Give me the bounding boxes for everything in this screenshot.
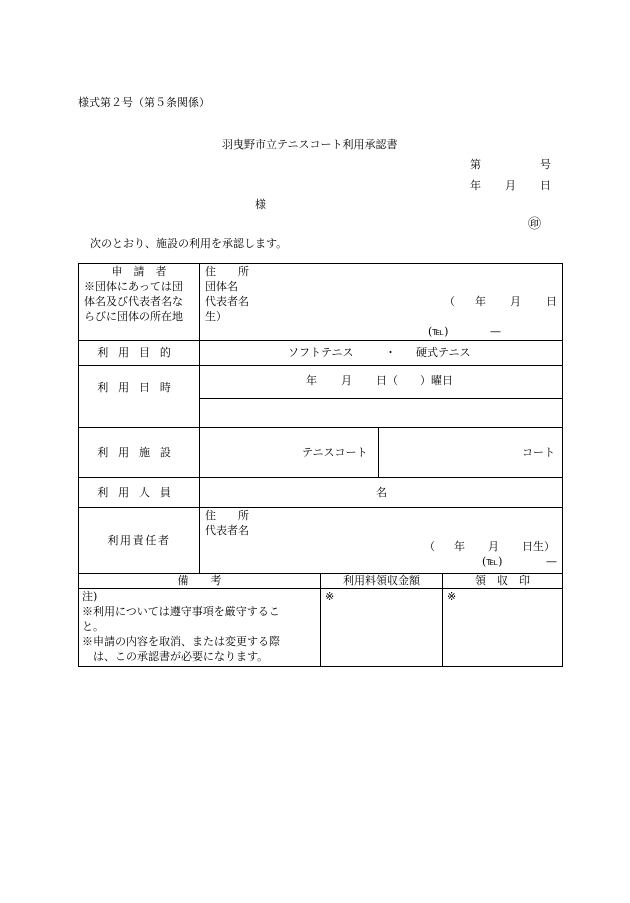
remarks-header: 備 考	[177, 574, 222, 587]
datetime-year: 年	[306, 374, 317, 387]
responsible-birth-year: 年	[454, 540, 465, 553]
form-number: 様式第２号（第５条関係）	[78, 96, 210, 109]
purpose-separator: ・	[385, 346, 396, 359]
applicant-birth-day: 日	[546, 295, 557, 308]
datetime-weekday: ）曜日	[420, 374, 453, 387]
note-line-5: は、この承認書が必要になります。	[82, 650, 269, 663]
note-line-4: ※申請の内容を取消、または変更する際	[82, 635, 280, 648]
document-title: 羽曳野市立テニスコート利用承認書	[222, 138, 398, 151]
doc-no-suffix: 号	[540, 158, 551, 171]
facility-court: コート	[522, 446, 555, 459]
responsible-label: 利用責任者	[107, 534, 171, 547]
fee-header: 利用料領収金額	[343, 574, 420, 587]
seal-mark: ㊞	[528, 217, 542, 232]
date-month: 月	[505, 179, 516, 192]
intro-text: 次のとおり、施設の利用を承認します。	[90, 237, 288, 250]
date-day: 日	[540, 179, 551, 192]
people-label: 利用人員	[97, 486, 181, 499]
facility-label: 利用施設	[97, 446, 181, 459]
purpose-option-soft: ソフトテニス	[288, 346, 354, 359]
applicant-tel-dash: —	[490, 325, 501, 338]
fee-mark: ※	[325, 590, 335, 603]
purpose-option-hard: 硬式テニス	[416, 346, 471, 359]
applicant-birth-year: 年	[475, 295, 486, 308]
receipt-header: 領 収 印	[475, 574, 530, 587]
applicant-birth-close: 生）	[205, 310, 227, 323]
addressee-suffix: 様	[255, 198, 266, 211]
responsible-birth-open: （	[424, 540, 435, 553]
responsible-birth-day: 日生）	[522, 540, 555, 553]
facility-tennis-court: テニスコート	[302, 446, 368, 459]
receipt-mark: ※	[447, 590, 457, 603]
applicant-birth-month: 月	[510, 295, 521, 308]
responsible-tel: (℡)	[482, 555, 503, 568]
datetime-label: 利用日時	[97, 381, 181, 394]
responsible-address-label: 住 所	[205, 509, 249, 522]
date-year: 年	[470, 179, 481, 192]
applicant-rep-label: 代表者名	[205, 295, 249, 308]
note-line-3: と。	[82, 620, 104, 633]
applicant-tel: (℡)	[428, 325, 449, 338]
responsible-rep-label: 代表者名	[205, 524, 249, 537]
people-unit: 名	[376, 486, 387, 499]
applicant-birth-open: （	[444, 295, 455, 308]
doc-no-prefix: 第	[470, 158, 481, 171]
applicant-address-label: 住 所	[205, 265, 249, 278]
applicant-heading: 申 請 者	[111, 265, 167, 278]
responsible-tel-dash: —	[546, 555, 557, 568]
datetime-day: 日（	[376, 374, 398, 387]
applicant-note-1: ※団体にあっては団	[84, 280, 183, 293]
applicant-note-2: 体名及び代表者名な	[84, 295, 183, 308]
applicant-group-label: 団体名	[205, 280, 238, 293]
applicant-note-3: らびに団体の所在地	[84, 310, 183, 323]
purpose-label: 利用目的	[97, 346, 181, 359]
note-line-1: 注)	[82, 590, 98, 603]
note-line-2: ※利用については遵守事項を厳守するこ	[82, 605, 280, 618]
datetime-month: 月	[341, 374, 352, 387]
responsible-birth-month: 月	[488, 540, 499, 553]
